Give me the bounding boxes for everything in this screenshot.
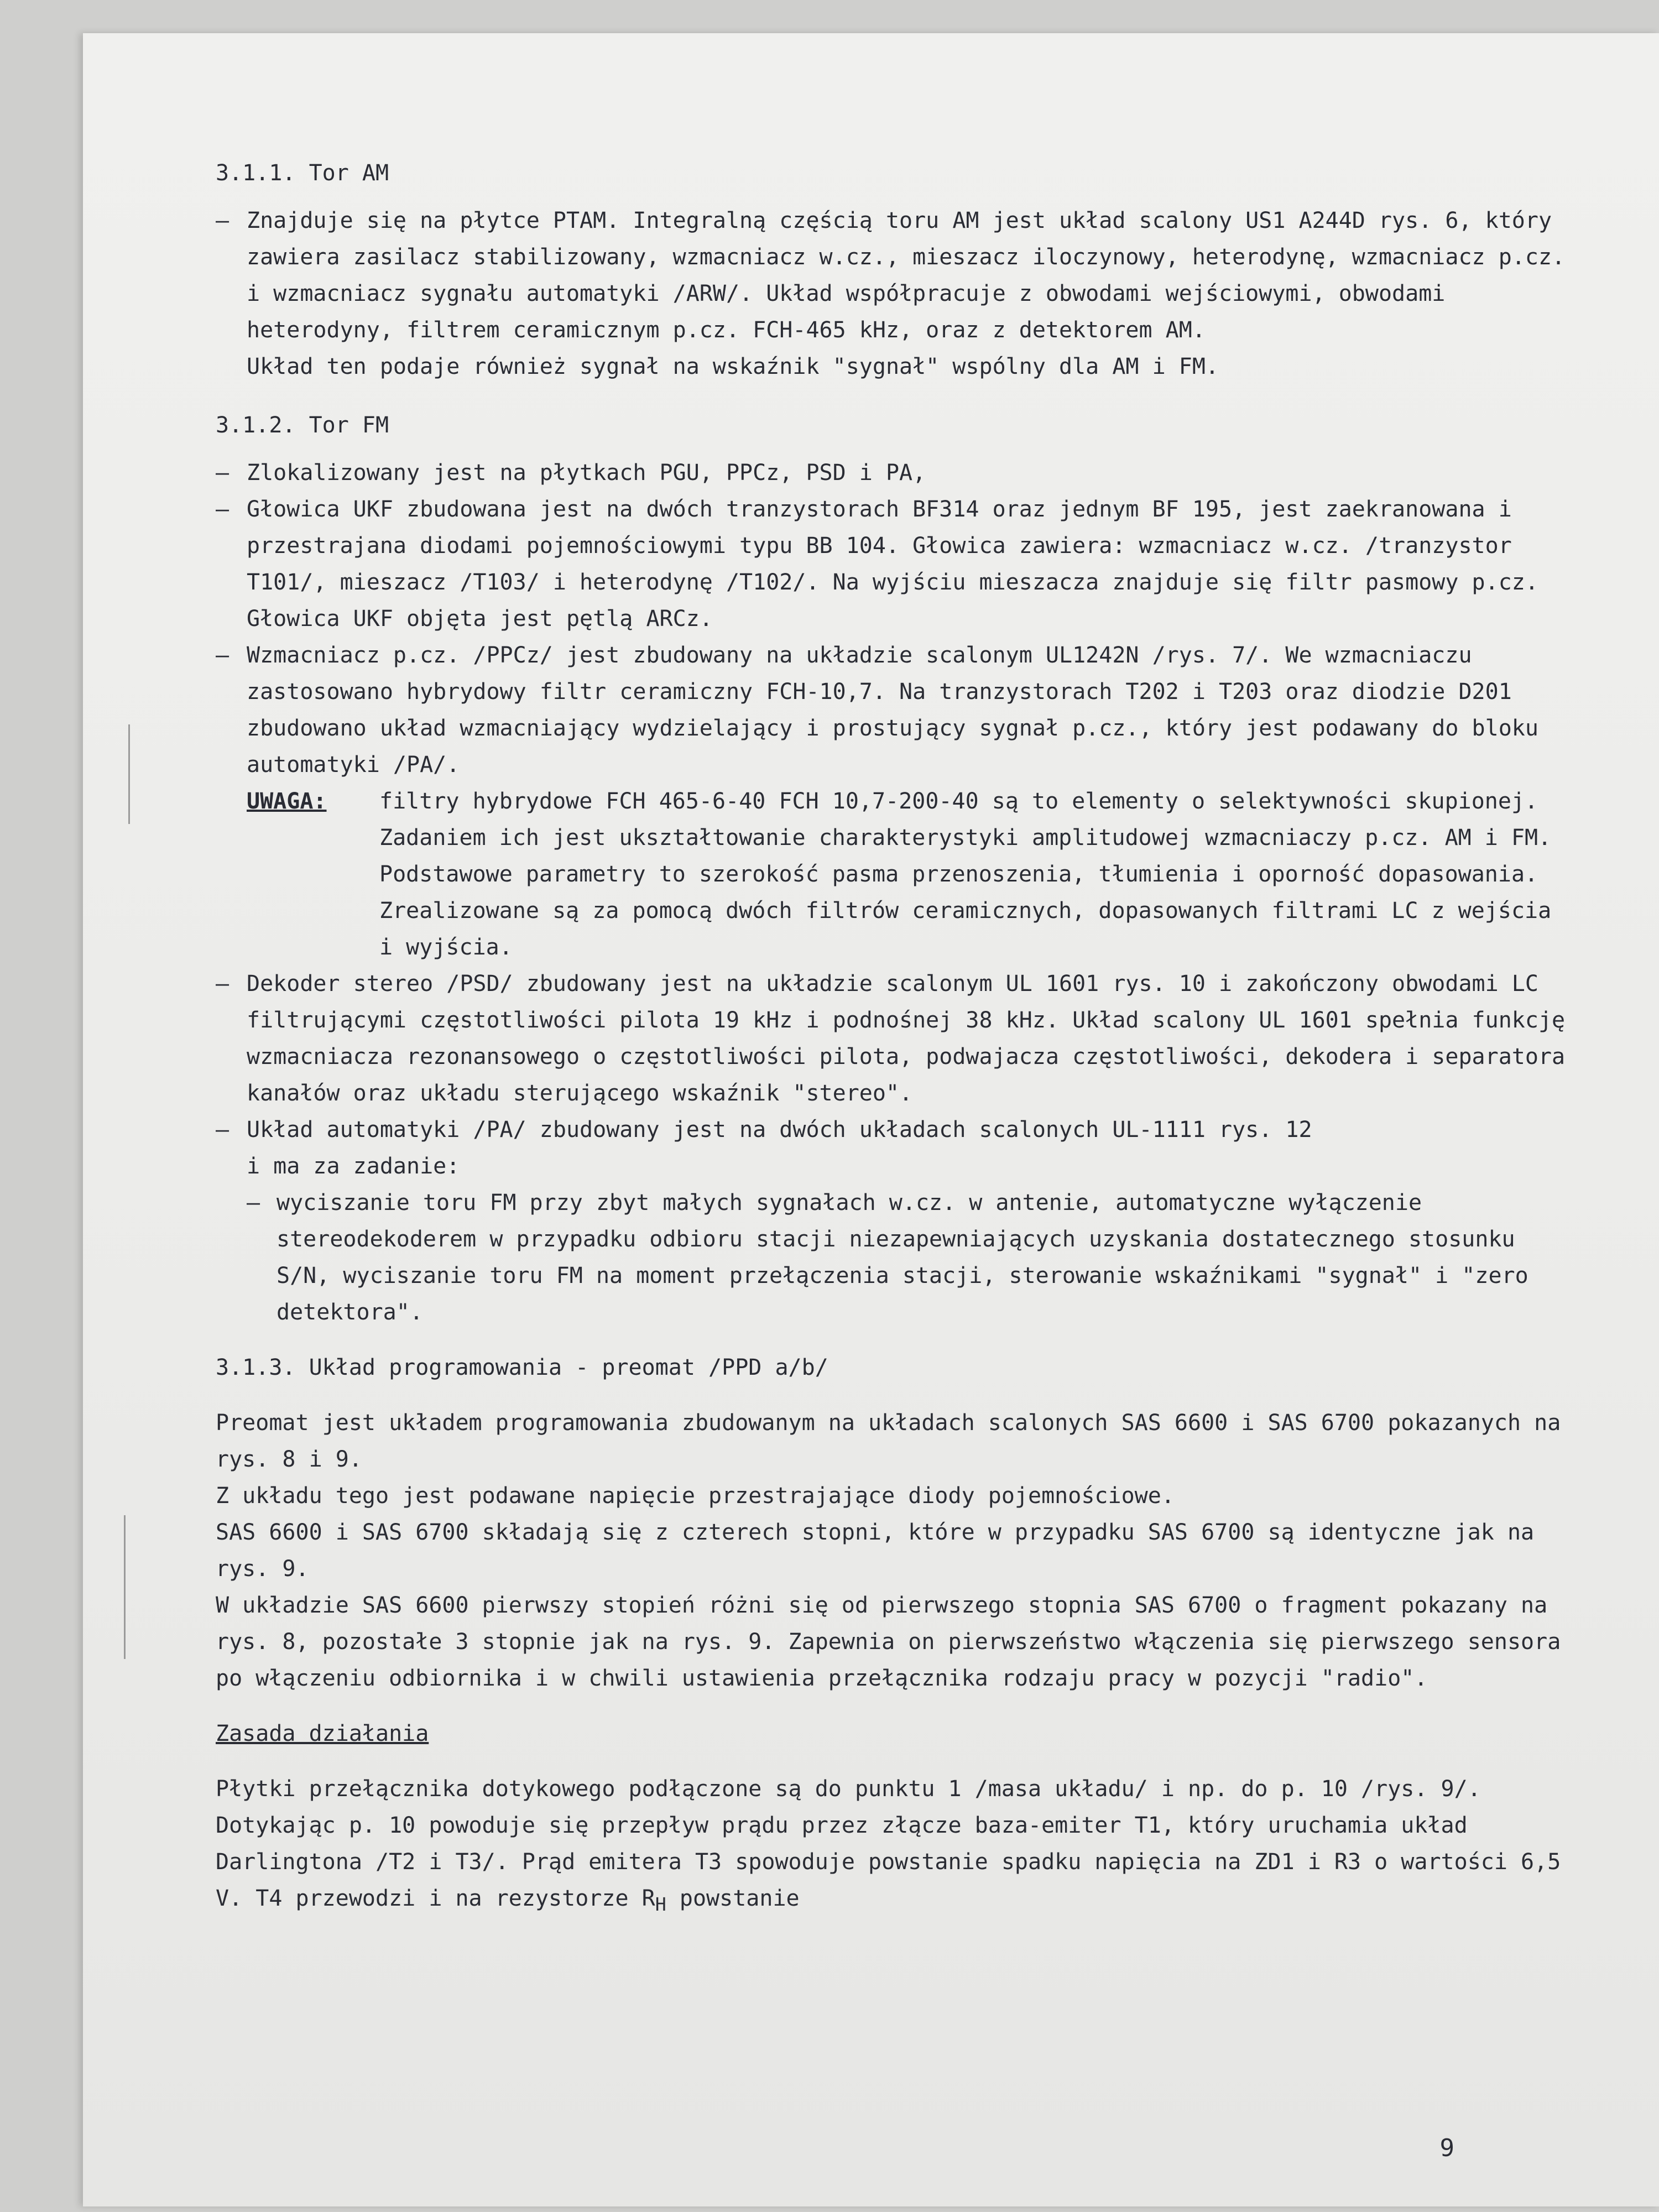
margin-mark-2 (124, 1515, 126, 1659)
paragraph-tor-am-signal: Układ ten podaje również sygnał na wskaźnik "sygnał" wspólny dla AM i FM. (247, 354, 1219, 379)
subscript-h: H (655, 1893, 666, 1915)
list-item-ukf-head: – Głowica UKF zbudowana jest na dwóch tranzystorach BF314 oraz jednym BF 195, jest zaekranowana i przestrajana diodami pojemnościowymi typu BB 104. Głowica zawiera: wzmacniacz w.cz. /tranzystor T101/, mieszacz /T103/ i heterodynę /T102/. Na wyjściu mieszacza znajduje się filtr pasmowy p.cz. Głowica UKF objęta jest pętlą ARCz. (216, 491, 1576, 637)
document-body (216, 155, 1576, 1923)
note-label: UWAGA: (247, 789, 327, 814)
note-block (247, 783, 1576, 966)
list-item-automation-cont: i ma za zadanie: (247, 1154, 460, 1179)
paragraph-preomat-1: Preomat jest układem programowania zbudowanym na układach scalonych SAS 6600 i SAS 6700 pokazanych na rys. 8 i 9. (216, 1410, 1561, 1472)
paragraph-zasada (216, 1771, 1576, 1923)
section-heading-3-1-2: 3.1.2. Tor FM (216, 413, 389, 438)
paragraph-preomat-3: SAS 6600 i SAS 6700 składają się z czterech stopni, które w przypadku SAS 6700 są identyczne jak na rys. 9. (216, 1520, 1535, 1582)
document-page (83, 33, 1659, 2206)
paragraph-zasada-end: powstanie (666, 1886, 800, 1911)
sub-list-item-tasks: – wyciszanie toru FM przy zbyt małych sygnałach w.cz. w antenie, automatyczne wyłączenie stereodekoderem w przypadku odbioru stacji niezapewniających uzyskania dostatecznego stosunku S/N, wyciszanie toru FM na moment przełączenia stacji, sterowanie wskaźnikami "sygnał" i "zero detektora". (216, 1185, 1576, 1331)
page-number: 9 (1439, 2134, 1454, 2162)
margin-mark-1 (128, 724, 130, 824)
section-heading-3-1-1: 3.1.1. Tor AM (216, 160, 389, 186)
list-item-stereo-decoder: – Dekoder stereo /PSD/ zbudowany jest na układzie scalonym UL 1601 rys. 10 i zakończony obwodami LC filtrującymi częstotliwości pilota 19 kHz i podnośnej 38 kHz. Układ scalony UL 1601 spełnia funkcję wzmacniacza rezonansowego o częstotliwości pilota, podwajacza częstotliwości, dekodera i separatora kanałów oraz układu sterującego wskaźnik "stereo". (216, 966, 1576, 1112)
list-item-location: – Zlokalizowany jest na płytkach PGU, PPCz, PSD i PA, (216, 455, 1576, 491)
list-item-automation: – Układ automatyki /PA/ zbudowany jest na dwóch układach scalonych UL-1111 rys. 12 (216, 1112, 1576, 1148)
section-heading-3-1-3: 3.1.3. Układ programowania - preomat /PPD a/b/ (216, 1355, 828, 1380)
section-heading-zasada: Zasada działania (216, 1721, 429, 1746)
paragraph-zasada-text: Płytki przełącznika dotykowego podłączone są do punktu 1 /masa układu/ i np. do p. 10 /rys. 9/. Dotykając p. 10 powoduje się przepływ prądu przez złącze baza-emiter T1, który uruchamia układ Darlingtona /T2 i T3/. Prąd emitera T3 spowoduje powstanie spadku napięcia na ZD1 i R3 o wartości 6,5 V. T4 przewodzi i na rezystorze R (216, 1776, 1561, 1911)
note-text-2: Zrealizowane są za pomocą dwóch filtrów ceramicznych, dopasowanych filtrami LC z wejścia i wyjścia. (379, 898, 1552, 960)
paragraph-preomat-2: Z układu tego jest podawane napięcie przestrajające diody pojemnościowe. (216, 1483, 1175, 1509)
list-item-if-amplifier: – Wzmacniacz p.cz. /PPCz/ jest zbudowany na układzie scalonym UL1242N /rys. 7/. We wzmacniaczu zastosowano hybrydowy filtr ceramiczny FCH-10,7. Na tranzystorach T202 i T203 oraz diodzie D201 zbudowano układ wzmacniający wydzielający i prostujący sygnał p.cz., który jest podawany do bloku automatyki /PA/. (216, 637, 1576, 783)
paragraph-tor-am: – Znajduje się na płytce PTAM. Integralną częścią toru AM jest układ scalony US1 A244D rys. 6, który zawiera zasilacz stabilizowany, wzmacniacz w.cz., mieszacz iloczynowy, heterodynę, wzmacniacz p.cz. i wzmacniacz sygnału automatyki /ARW/. Układ współpracuje z obwodami wejściowymi, obwodami heterodyny, filtrem ceramicznym p.cz. FCH-465 kHz, oraz z detektorem AM. (216, 202, 1576, 348)
paragraph-preomat-4: W układzie SAS 6600 pierwszy stopień różni się od pierwszego stopnia SAS 6700 o fragment pokazany na rys. 8, pozostałe 3 stopnie jak na rys. 9. Zapewnia on pierwszeństwo włączenia się pierwszego sensora po włączeniu odbiornika i w chwili ustawienia przełącznika rodzaju pracy w pozycji "radio". (216, 1593, 1561, 1691)
note-text-1: filtry hybrydowe FCH 465-6-40 FCH 10,7-200-40 są to elementy o selektywności skupionej. Zadaniem ich jest ukształtowanie charakterystyki amplitudowej wzmacniaczy p.cz. AM i FM. Podstawowe parametry to szerokość pasma przenoszenia, tłumienia i oporność dopasowania. (379, 789, 1552, 887)
